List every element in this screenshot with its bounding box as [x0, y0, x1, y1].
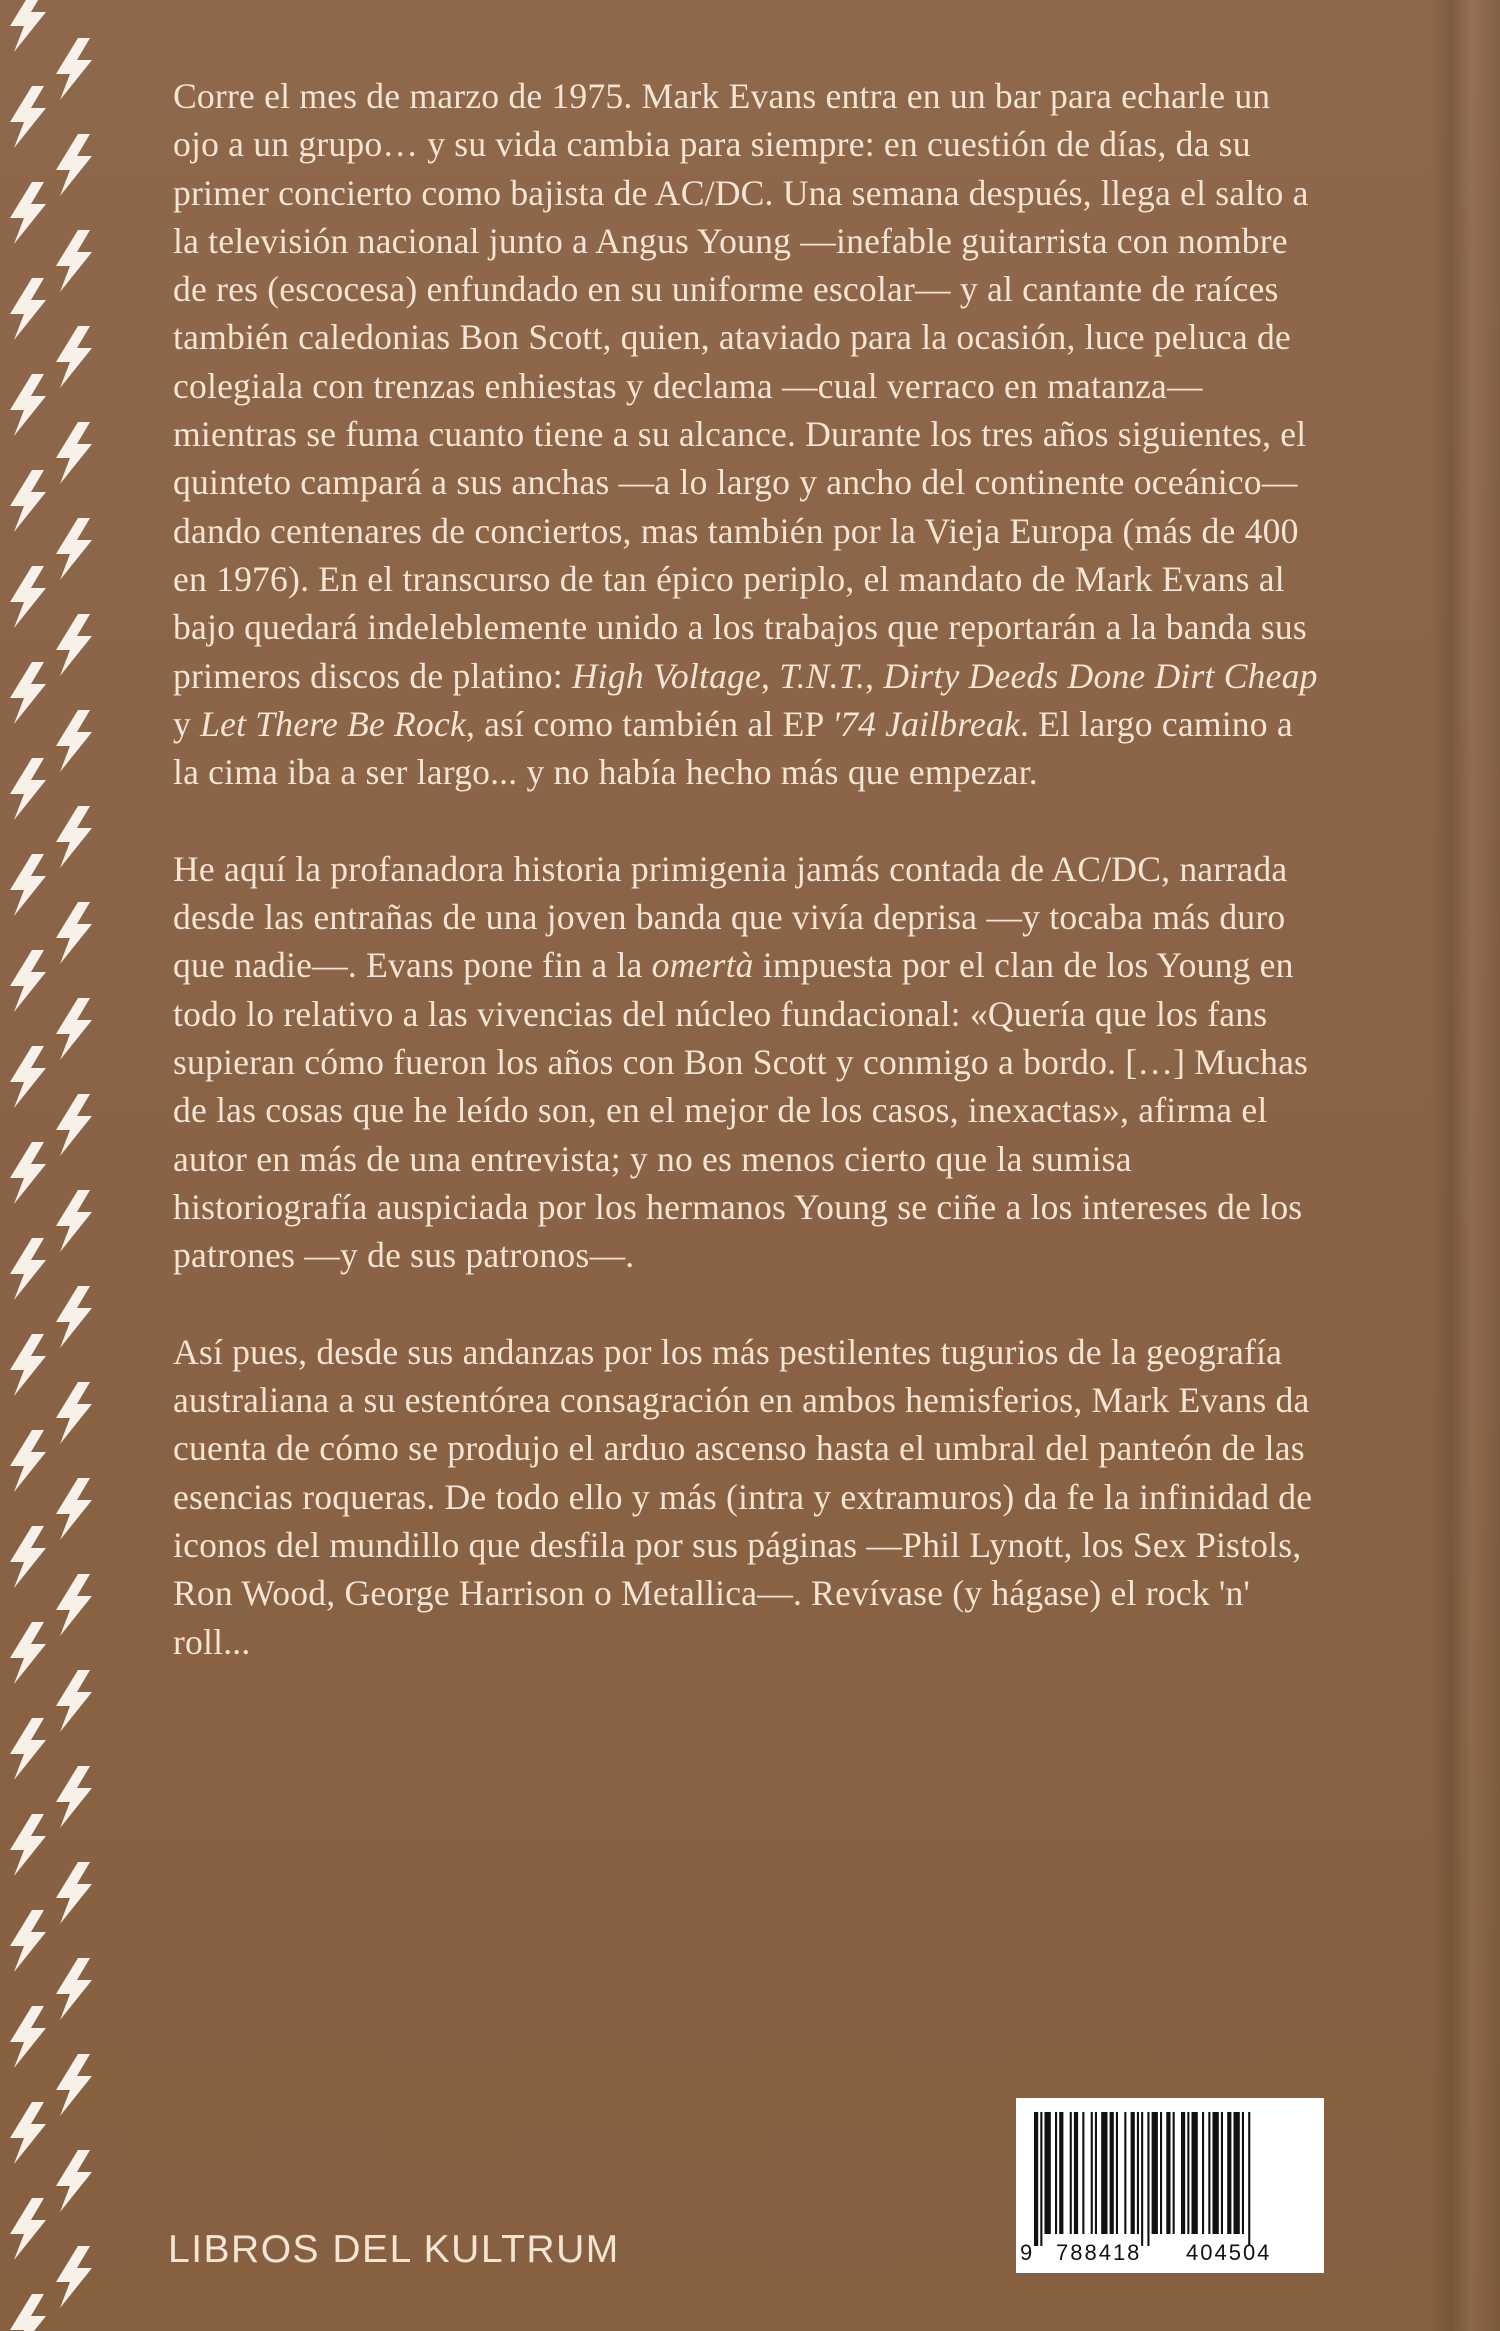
lightning-bolt-icon	[10, 854, 46, 916]
barcode-bar	[1059, 2112, 1063, 2234]
lightning-bolt-icon	[56, 2150, 92, 2212]
lightning-bolt-icon	[56, 1286, 92, 1348]
barcode-bar	[1221, 2112, 1223, 2234]
barcode-bar	[1110, 2112, 1114, 2234]
lightning-bolt-icon	[56, 2246, 92, 2308]
lightning-bolt-icon	[56, 710, 92, 772]
barcode-bar	[1160, 2112, 1162, 2234]
lightning-bolt-icon	[56, 998, 92, 1060]
album-title: '74 Jailbreak	[832, 703, 1020, 744]
lightning-bolt-icon	[56, 1190, 92, 1252]
lightning-bolt-icon	[10, 1526, 46, 1588]
lightning-bolt-icon	[56, 1094, 92, 1156]
lightning-bolt-icon	[10, 278, 46, 340]
lightning-bolt-icon	[10, 1142, 46, 1204]
barcode-bar	[1147, 2112, 1149, 2246]
blurb-paragraph-2: He aquí la profanadora historia primigenia jamás contada de AC/DC, narrada desde las entrañas de una joven banda que vivía deprisa —y tocaba más duro que nadie—. Evans pone fin a la omertà impuesta por el clan de los Young en todo lo relativo a las vivencias del núcleo fundacional: «Quería que los fans supieran cómo fueron los años con Bon Scott y conmigo a bordo. […] Muchas de las cosas que he leído son, en el mejor de los casos, inexactas», afirma el autor en más de una entrevista; y no es menos cierto que la sumisa historiografía auspiciada por los hermanos Young se ciñe a los intereses de los patrones —y de sus patronos—.	[173, 848, 1309, 1276]
blurb-text	[173, 72, 1323, 1714]
lightning-bolt-icon	[56, 1382, 92, 1444]
lightning-bolt-icon	[10, 758, 46, 820]
lightning-bolt-icon	[56, 1670, 92, 1732]
lightning-bolt-icon	[56, 230, 92, 292]
lightning-bolt-icon	[56, 518, 92, 580]
lightning-bolt-icon	[10, 470, 46, 532]
lightning-bolt-icon	[10, 2006, 46, 2068]
barcode-bar	[1034, 2112, 1038, 2246]
lightning-bolt-icon	[56, 902, 92, 964]
lightning-bolt-icon	[56, 1478, 92, 1540]
lightning-bolt-icon	[10, 374, 46, 436]
lightning-bolt-icon	[56, 1958, 92, 2020]
blurb-paragraph-3: Así pues, desde sus andanzas por los más pestilentes tugurios de la geografía australiana a su estentórea consagración en ambos hemisferios, Mark Evans da cuenta de cómo se produjo el arduo ascenso hasta el umbral del panteón de las esencias roqueras. De todo ello y más (intra y extramuros) da fe la infinidad de iconos del mundillo que desfila por sus páginas —Phil Lynott, los Sex Pistols, Ron Wood, George Harrison o Metallica—. Revívase (y hágase) el rock 'n' roll...	[173, 1331, 1313, 1662]
lightning-bolt-icon	[10, 1334, 46, 1396]
barcode-bar	[1137, 2112, 1139, 2234]
lightning-bolt-icon	[56, 614, 92, 676]
barcode-bar	[1040, 2112, 1042, 2246]
lightning-bolt-icon	[10, 86, 46, 148]
barcode-bar	[1181, 2112, 1185, 2234]
lightning-bolt-icon	[56, 326, 92, 388]
isbn-right-group: 404504	[1186, 2240, 1272, 2265]
lightning-bolt-icon	[10, 1622, 46, 1684]
publisher-logo-text: LIBROS DEL KULTRUM	[168, 2228, 620, 2271]
spine-edge-shadow	[1430, 0, 1500, 2331]
barcode-bar	[1082, 2112, 1084, 2234]
barcode-bar	[1055, 2112, 1057, 2234]
barcode-icon	[1032, 2112, 1308, 2246]
album-title: Dirty Deeds Done Dirt Cheap	[883, 655, 1318, 696]
barcode-bar	[1124, 2112, 1126, 2234]
barcode-bar	[1234, 2112, 1240, 2234]
barcode-bar	[1091, 2112, 1093, 2234]
barcode-bar	[1095, 2112, 1097, 2234]
barcode-bar	[1045, 2112, 1051, 2234]
lightning-bolt-icon	[56, 134, 92, 196]
barcode-bar	[1070, 2112, 1072, 2234]
lightning-bolt-icon	[10, 662, 46, 724]
lightning-bolt-icon	[56, 38, 92, 100]
lightning-bolt-icon	[56, 2054, 92, 2116]
lightning-bolt-icon	[56, 1862, 92, 1924]
isbn-first-digit: 9	[1020, 2240, 1035, 2265]
blurb-paragraph-1: Corre el mes de marzo de 1975. Mark Evans entra en un bar para echarle un ojo a un grupo… y su vida cambia para siempre: en cuestión de días, da su primer concierto como bajista de AC/DC. Una semana después, llega el salto a la televisión nacional junto a Angus Young —inefable guitarrista con nombre de res (escocesa) enfundado en su uniforme escolar— y al cantante de raíces también caledonias Bon Scott, quien, ataviado para la ocasión, luce peluca de colegiala con trenzas enhiestas y declama —cual verraco en matanza— mientras se fuma cuanto tiene a su alcance. Durante los tres años siguientes, el quinteto campará a sus anchas —a lo largo y ancho del continente oceánico— dando centenares de conciertos, mas también por la Vieja Europa (más de 400 en 1976). En el transcurso de tan épico periplo, el mandato de Mark Evans al bajo quedará indeleblemente unido a los trabajos que reportarán a la banda sus primeros discos de platino: High Voltage, T.N.T., Dirty Deeds Done Dirt Cheap y Let There Be Rock, así como también al EP '74 Jailbreak. El largo camino a la cima iba a ser largo... y no había hecho más que empezar.	[173, 76, 1318, 793]
lightning-bolt-icon	[10, 182, 46, 244]
barcode-bar	[1166, 2112, 1170, 2234]
barcode-bar	[1152, 2112, 1158, 2234]
barcode-bar	[1208, 2112, 1210, 2234]
barcode-bar	[1192, 2112, 1198, 2234]
italic-word: omertà	[651, 945, 754, 986]
lightning-bolt-icon	[10, 1238, 46, 1300]
lightning-bolt-icon	[10, 1814, 46, 1876]
lightning-bolt-border	[0, 0, 96, 2331]
barcode-bar	[1074, 2112, 1078, 2234]
barcode-bar	[1213, 2112, 1219, 2234]
lightning-bolt-icon	[56, 422, 92, 484]
barcode-bar	[1187, 2112, 1189, 2234]
isbn-left-group: 788418	[1056, 2240, 1142, 2265]
barcode-bar	[1202, 2112, 1204, 2234]
isbn-number	[1016, 2240, 1324, 2270]
lightning-bolt-icon	[10, 950, 46, 1012]
barcode-bar	[1227, 2112, 1231, 2234]
lightning-bolt-icon	[10, 2198, 46, 2260]
lightning-bolt-icon	[10, 2102, 46, 2164]
album-title: High Voltage	[571, 655, 762, 696]
lightning-bolt-icon	[10, 1430, 46, 1492]
lightning-bolt-icon	[56, 806, 92, 868]
lightning-bolt-icon	[10, 566, 46, 628]
lightning-bolt-icon	[56, 1574, 92, 1636]
barcode-bar	[1131, 2112, 1135, 2234]
barcode-bar	[1141, 2112, 1143, 2246]
barcode-bar	[1248, 2112, 1250, 2246]
barcode-bar	[1242, 2112, 1244, 2234]
lightning-bolt-icon	[10, 1718, 46, 1780]
lightning-bolt-icon	[10, 1046, 46, 1108]
album-title: Let There Be Rock	[200, 703, 466, 744]
barcode-bar	[1116, 2112, 1118, 2234]
album-title: T.N.T.	[779, 655, 866, 696]
isbn-barcode	[1016, 2098, 1324, 2273]
lightning-bolt-icon	[10, 1910, 46, 1972]
lightning-bolt-icon	[10, 2294, 46, 2331]
lightning-bolt-icon	[10, 0, 46, 52]
barcode-bar	[1173, 2112, 1175, 2234]
lightning-bolt-icon	[56, 1766, 92, 1828]
barcode-bar	[1101, 2112, 1107, 2234]
